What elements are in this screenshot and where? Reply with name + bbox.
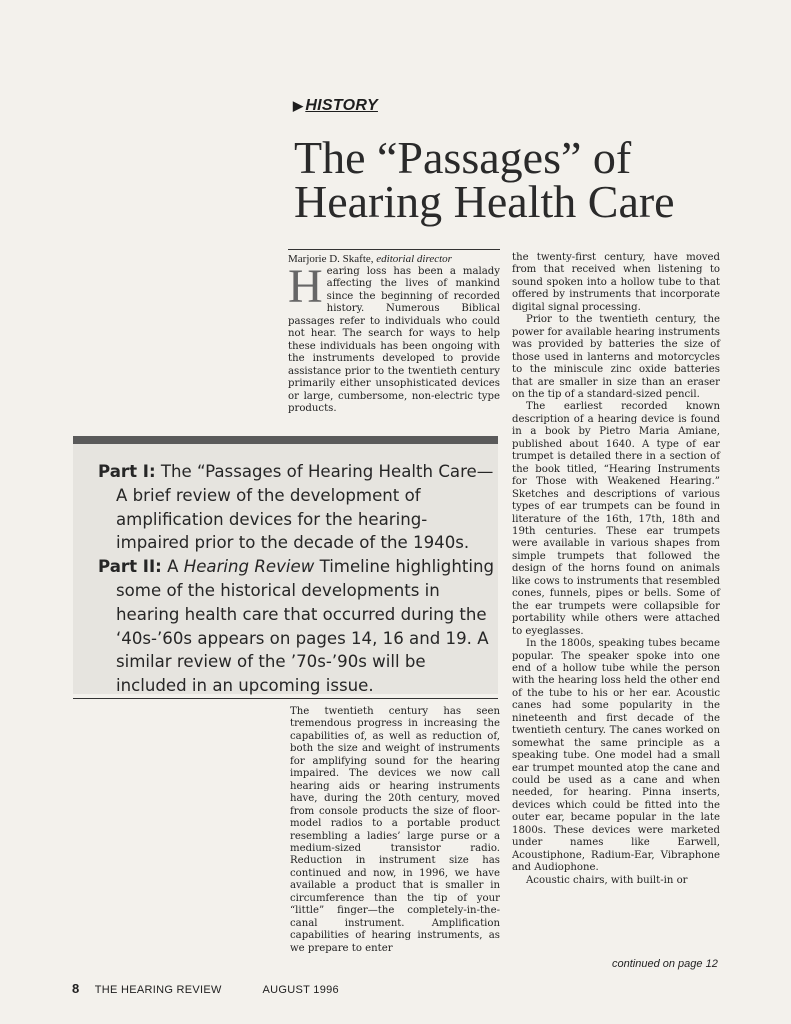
magazine-name: THE HEARING REVIEW xyxy=(94,984,222,996)
part-1-text: The “Passages of Hearing Health Care—A brief review of the development of amplification devices for the hearing-impaired prior to the decade of the 1940s. xyxy=(116,462,494,553)
sidebar-part-2 xyxy=(98,555,494,698)
title-line-2: Hearing Health Care xyxy=(294,176,675,227)
right-paragraph-5: Acoustic chairs, with built-in or xyxy=(526,874,688,886)
article-title xyxy=(294,132,734,227)
right-column xyxy=(512,252,720,887)
arrow-icon: ▶ xyxy=(293,98,304,113)
intro-text: earing loss has been a malady affecting the lives of mankind since the beginning of recorded history. Numerous Biblical passages refer to individuals who could not hear. The search for ways to help these individuals has been ongoing with the instruments developed to provide assistance prior to the twentieth century primarily either unsophisticated devices or large, cumbersome, non-electric type products. xyxy=(288,266,500,414)
page-number: 8 xyxy=(72,981,80,996)
section-tag xyxy=(293,97,378,115)
section-tag-label: HISTORY xyxy=(305,97,378,114)
part-2-text-italic: Hearing Review xyxy=(183,557,315,577)
sidebar-divider xyxy=(73,698,498,699)
middle-paragraph: The twentieth century has seen tremendous progress in increasing the capabilities of, as well as reduction of, both the size and weight of instruments for amplifying sound for the hearing impaired. The devices we now call hearing aids or hearing instruments have, during the 20th century, moved from console products the size of floor-model radios to a portable product resembling a ladies’ large purse or a medium-sized transistor radio. Reduction in instrument size has continued and now, in 1996, we have available a product that is smaller in circumference than the tip of your “little” finger—the completely-in-the-canal instrument. Amplification capabilities of hearing instruments, as we prepare to enter xyxy=(290,706,500,954)
part-2-text-post: Timeline highlighting some of the historical developments in hearing health care that occurred during the ‘40s-’60s appears on pages 14, 16 and 19. A similar review of the ’70s-’90s will be included in an upcoming issue. xyxy=(116,557,495,696)
right-paragraph-3: The earliest recorded known description of a hearing device is found in a book by Pietro Maria Amiane, published about 1640. A type of ear trumpet is detailed there in a section of the book titled, “Hearing Instruments for Those with Weakened Hearing.” Sketches and descriptions of various types of ear trumpets can be found in literature of the 16th, 17th, 18th and 19th centuries. These ear trumpets were available in various shapes from simple trumpets that followed the design of the horns found on animals like cows to instruments that resembled cones, funnels, pipes or bells. Some of the ear trumpets were collapsible for portability while others were attached to eyeglasses. xyxy=(512,401,720,637)
page-footer xyxy=(72,981,339,996)
byline-author: Marjorie D. Skafte, xyxy=(288,253,374,265)
title-line-1: The “Passages” of xyxy=(294,132,632,183)
part-2-text-pre: A xyxy=(167,557,179,577)
right-paragraph-2: Prior to the twentieth century, the power for available hearing instruments was provided by batteries the size of those used in lanterns and motorcycles to the miniscule zinc oxide batteries that are smaller in size than an eraser on the tip of a standard-sized pencil. xyxy=(512,314,720,400)
right-paragraph-4: In the 1800s, speaking tubes became popular. The speaker spoke into one end of a hollow tube while the person with the hearing loss held the other end of the tube to his or her ear. Acoustic canes had some popularity in the nineteenth and first decade of the twentieth century. The canes worked on somewhat the same principle as a speaking tube. One model had a small ear trumpet mounted atop the cane and could be used as a cane and when needed, for hearing. Pinna inserts, devices which could be fitted into the outer ear, became popular in the late 1800s. These devices were marketed under names like Earwell, Acoustiphone, Radium-Ear, Vibraphone and Audiophone. xyxy=(512,638,720,874)
part-2-label: Part II: xyxy=(98,557,162,577)
drop-cap: H xyxy=(288,260,323,313)
part-1-label: Part I: xyxy=(98,462,156,481)
sidebar-text xyxy=(98,460,494,698)
issue-date: AUGUST 1996 xyxy=(262,984,339,996)
continued-note: continued on page 12 xyxy=(612,958,718,970)
right-paragraph-1: the twenty-first century, have moved from that received when listening to sound spoken into a hollow tube to that offered by instruments that incorporate digital signal processing. xyxy=(512,252,720,313)
middle-column xyxy=(290,706,500,955)
byline-role: editorial director xyxy=(376,253,452,265)
sidebar-part-1 xyxy=(98,460,494,555)
intro-paragraph xyxy=(288,260,500,415)
